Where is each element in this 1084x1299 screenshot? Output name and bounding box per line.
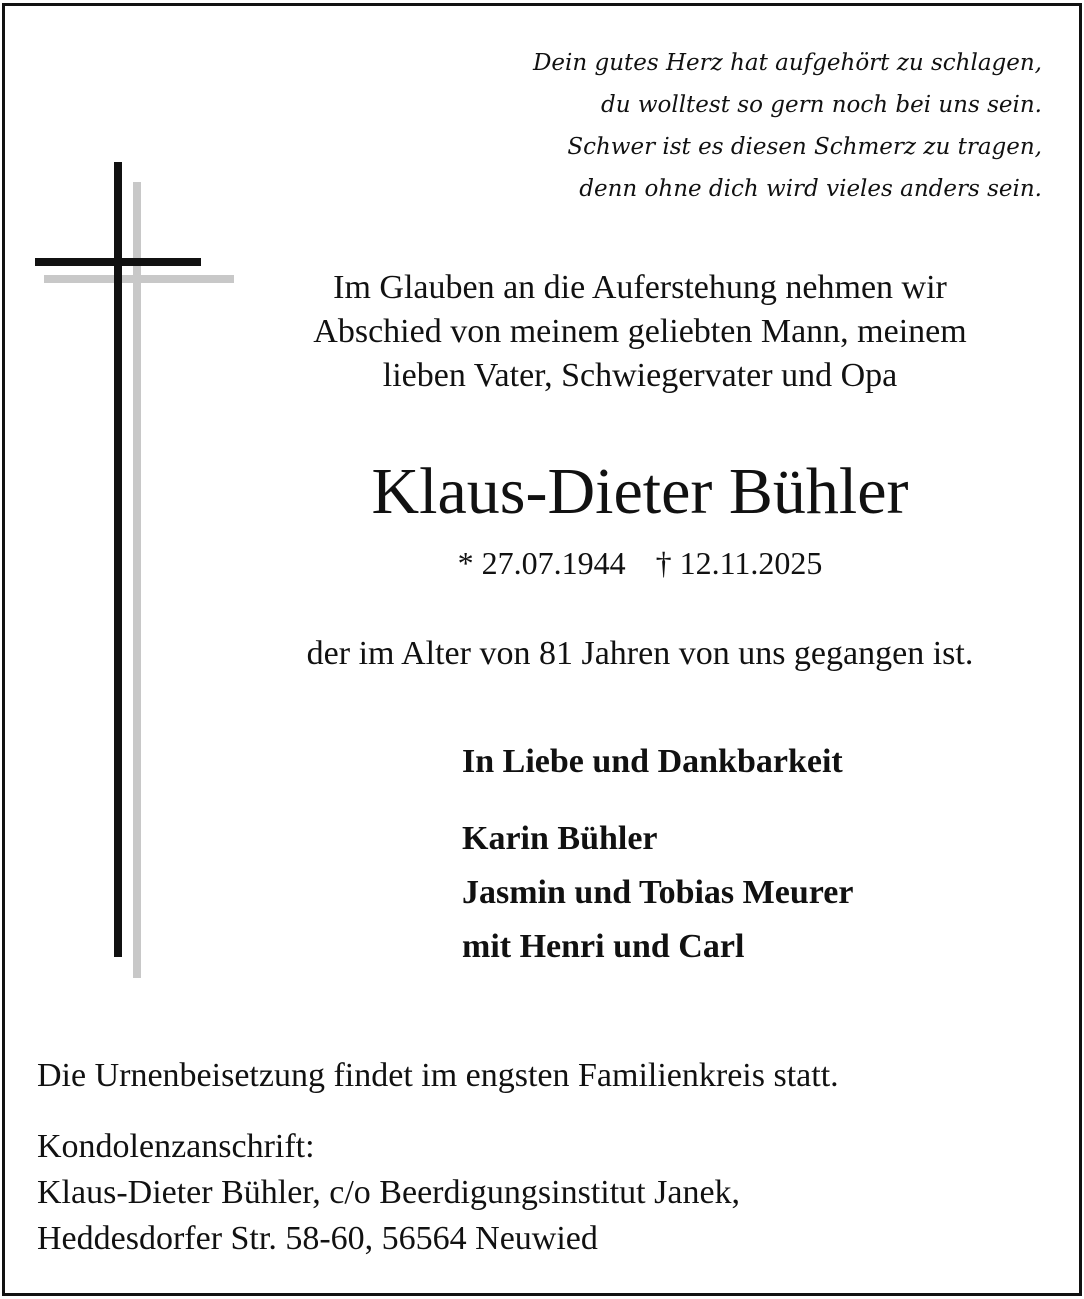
poem-line-4: denn ohne dich wird vieles anders sein. (579, 176, 1042, 202)
burial-notice: Die Urnenbeisetzung findet im engsten Familienkreis statt. (37, 1057, 839, 1094)
intro-line-3: lieben Vater, Schwiegervater und Opa (382, 357, 898, 394)
condolence-label: Kondolenzanschrift: (37, 1128, 315, 1165)
poem-line-3: Schwer ist es diesen Schmerz zu tragen, (567, 134, 1042, 160)
age-line: der im Alter von 81 Jahren von uns gegangen ist. (306, 635, 974, 672)
deceased-name: Klaus-Dieter Bühler (371, 455, 909, 528)
poem-line-1: Dein gutes Herz hat aufgehört zu schlagen, (532, 50, 1042, 76)
cross-shadow-horizontal (44, 275, 234, 283)
intro-line-1: Im Glauben an die Auferstehung nehmen wir (333, 269, 947, 306)
death-date: † 12.11.2025 (655, 545, 823, 581)
cross-shadow-vertical (133, 182, 141, 978)
mourners-list (462, 812, 853, 974)
mourners-heading: In Liebe und Dankbarkeit (462, 743, 843, 780)
cross-horizontal-beam (35, 258, 201, 266)
poem (533, 42, 1042, 210)
mourner-name: Karin Bühler (462, 820, 658, 857)
mourner-name: Jasmin und Tobias Meurer (462, 874, 854, 911)
cross-vertical-beam (114, 162, 122, 957)
birth-date: * 27.07.1944 (457, 545, 626, 581)
condolence-line-1: Klaus-Dieter Bühler, c/o Beerdigungsinstitut Janek, (37, 1174, 741, 1211)
intro-line-2: Abschied von meinem geliebten Mann, meinem (313, 313, 967, 350)
condolence-line-2: Heddesdorfer Str. 58-60, 56564 Neuwied (37, 1220, 598, 1257)
life-dates (230, 542, 1050, 584)
mourner-name: mit Henri und Carl (462, 928, 745, 965)
condolence-address (37, 1124, 740, 1262)
poem-line-2: du wolltest so gern noch bei uns sein. (600, 92, 1042, 118)
intro-text (230, 266, 1050, 398)
